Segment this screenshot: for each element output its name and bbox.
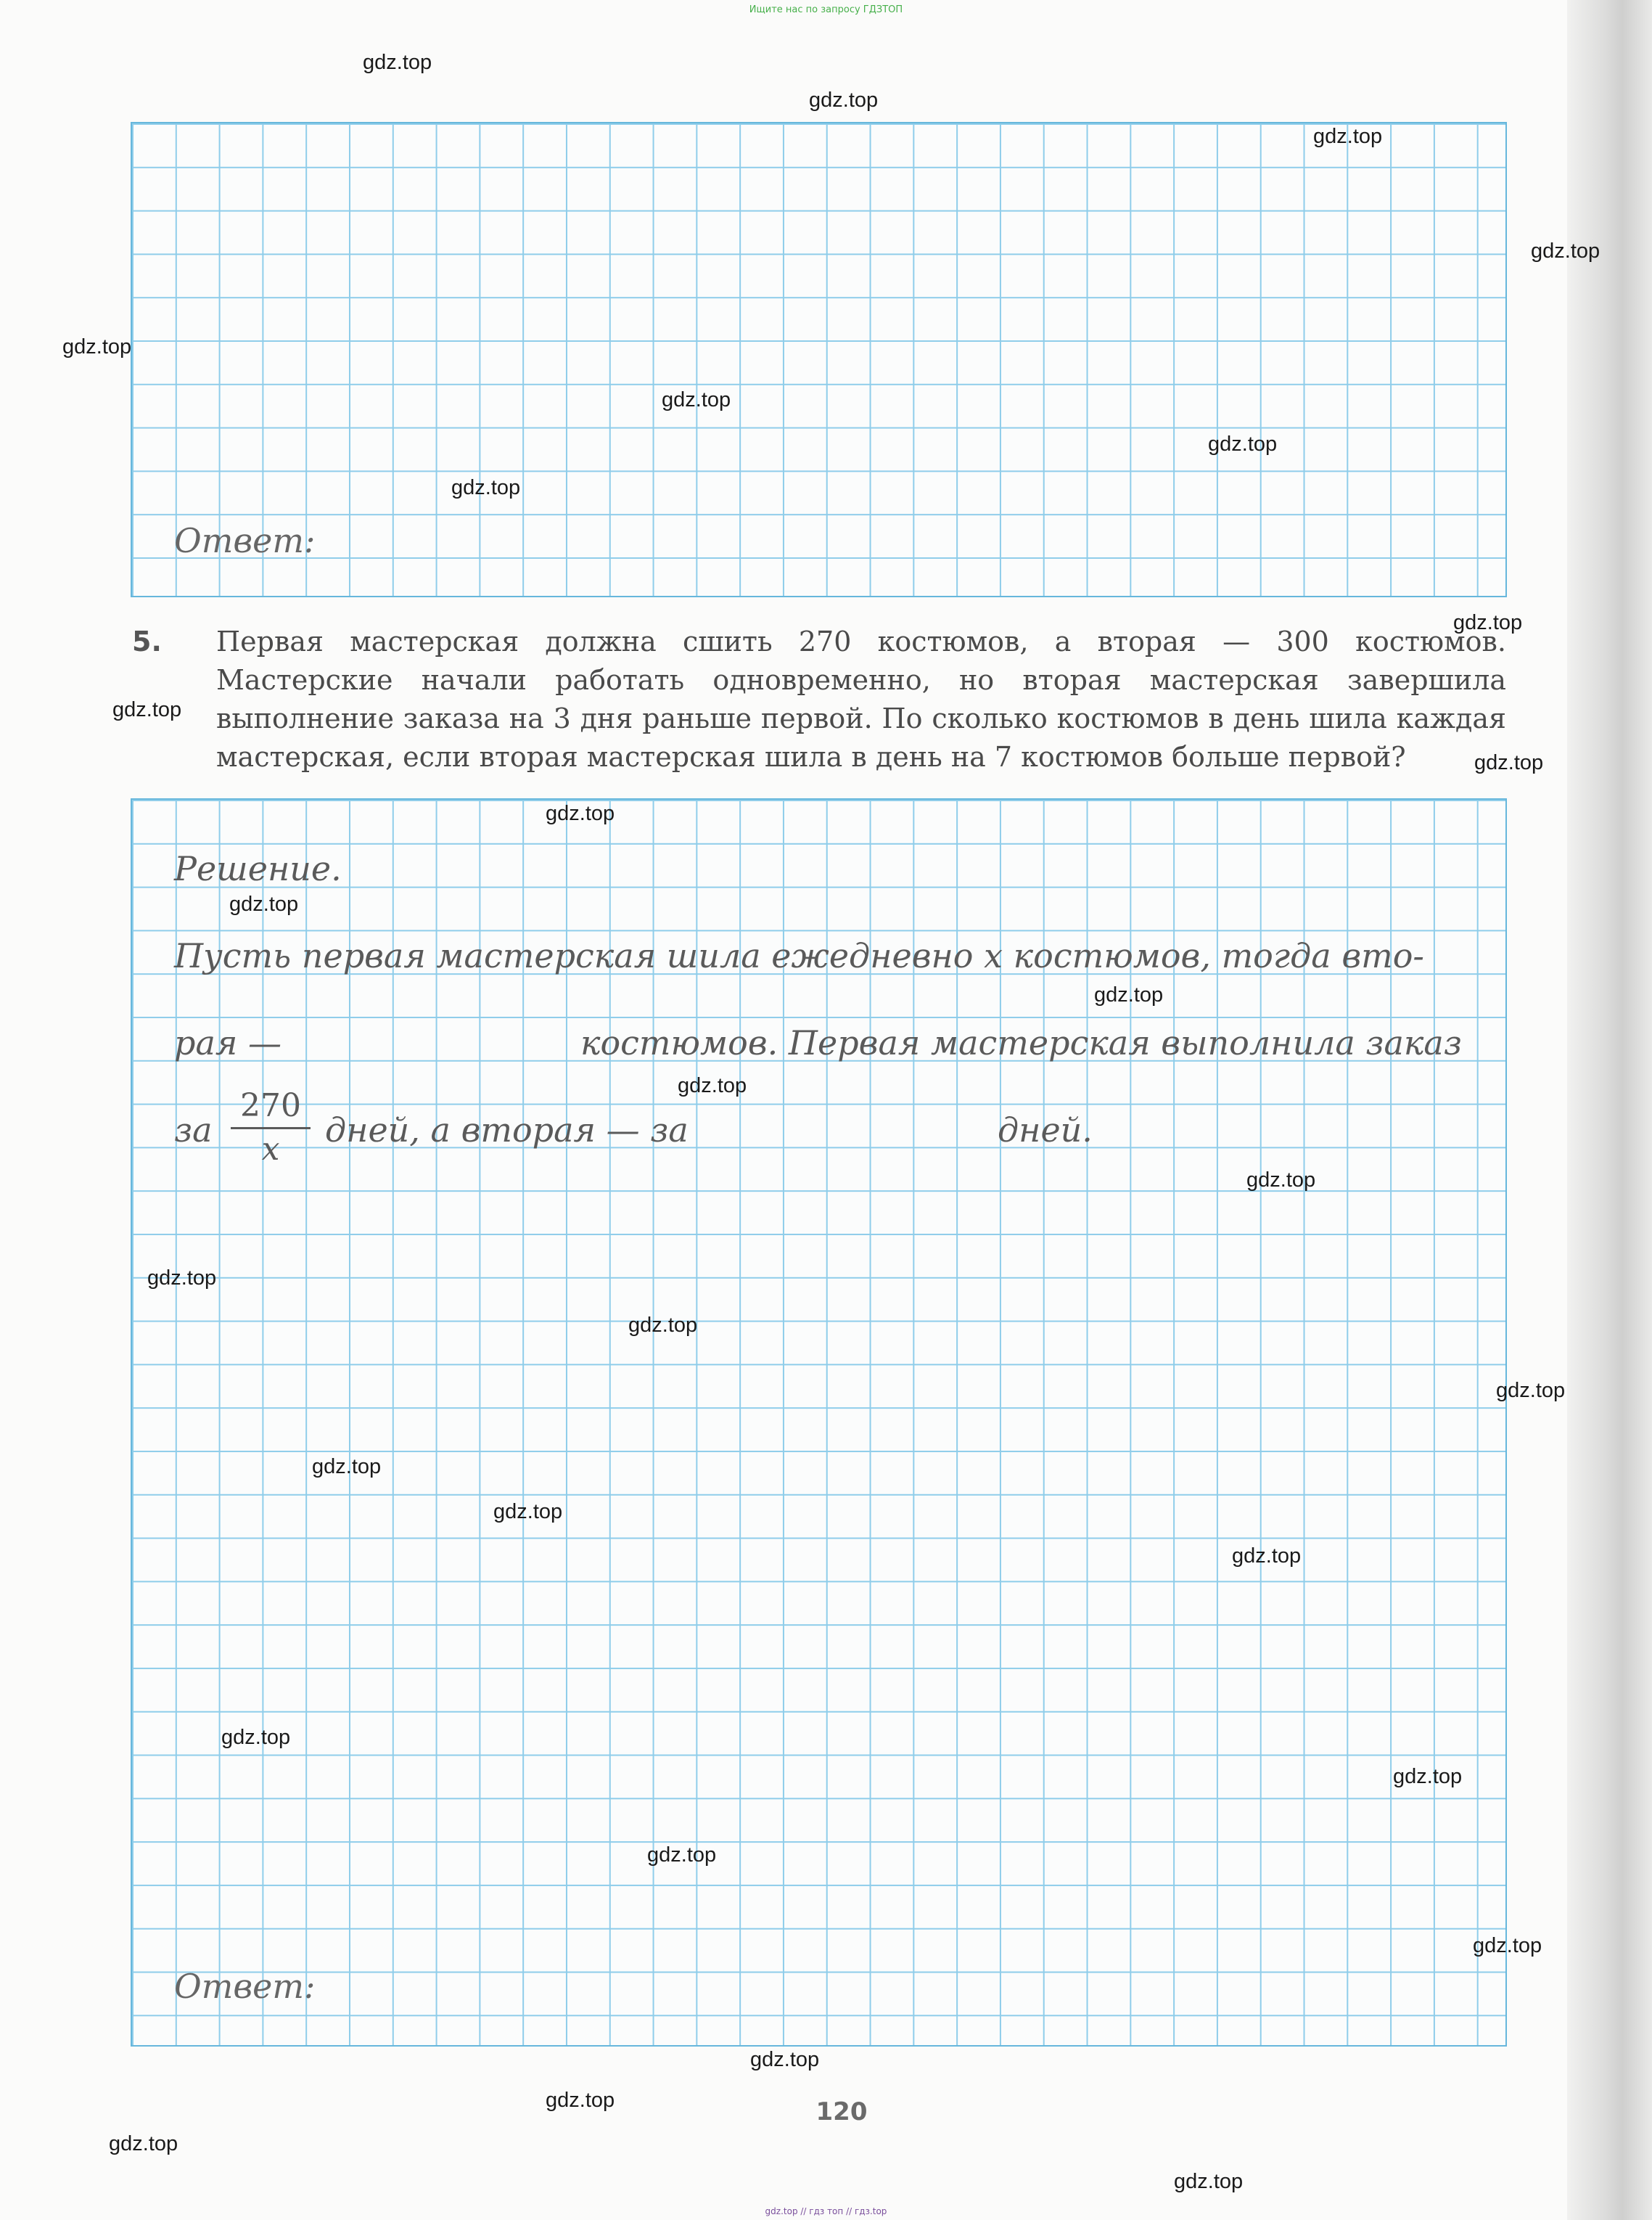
watermark: gdz.top bbox=[809, 89, 879, 112]
answer-label-bottom: Ответ: bbox=[174, 1967, 316, 2006]
watermark: gdz.top bbox=[1496, 1379, 1566, 1402]
watermark: gdz.top bbox=[546, 2089, 615, 2112]
solution-line-2-end: костюмов. Первая мастерская выполнила заказ bbox=[580, 1023, 1462, 1062]
watermark: gdz.top bbox=[109, 2132, 178, 2155]
bottom-banner: gdz.top // гдз топ // гдз.top bbox=[765, 2206, 887, 2216]
watermark: gdz.top bbox=[1473, 1934, 1542, 1957]
watermark: gdz.top bbox=[1474, 751, 1544, 774]
watermark: gdz.top bbox=[493, 1500, 563, 1523]
watermark: gdz.top bbox=[1094, 983, 1164, 1007]
watermark: gdz.top bbox=[647, 1843, 717, 1867]
watermark: gdz.top bbox=[1393, 1765, 1463, 1788]
watermark: gdz.top bbox=[1453, 611, 1523, 634]
problem-text: Первая мастерская должна сшить 270 костюмов, а вторая — 300 костюмов. Мастерские начали работать одновременно, но вторая мастерская завершила выполнение заказа на 3 дня раньше первой. По сколько костюмов в день шила каждая мастерская, если вторая мастерская шила в день на 7 костюмов больше первой? bbox=[216, 626, 1506, 773]
watermark: gdz.top bbox=[662, 388, 731, 411]
watermark: gdz.top bbox=[628, 1314, 698, 1337]
watermark: gdz.top bbox=[750, 2048, 820, 2071]
top-banner: Ищите нас по запросу ГДЗТОП bbox=[749, 4, 903, 15]
watermark: gdz.top bbox=[1174, 2170, 1244, 2193]
solution-line-1: Пусть первая мастерская шила ежедневно x костюмов, тогда вто- bbox=[174, 936, 1424, 975]
answer-label-top: Ответ: bbox=[174, 521, 316, 560]
watermark: gdz.top bbox=[221, 1726, 291, 1749]
problem-number: 5. bbox=[132, 626, 162, 658]
answer-grid-top bbox=[131, 122, 1507, 597]
solution-grid bbox=[131, 798, 1507, 2047]
watermark: gdz.top bbox=[112, 698, 182, 721]
solution-heading: Решение. bbox=[174, 849, 342, 888]
page-binding-edge bbox=[1567, 0, 1652, 2220]
solution-line-3-mid: дней, а вторая — за bbox=[325, 1110, 689, 1150]
watermark: gdz.top bbox=[363, 51, 432, 74]
watermark: gdz.top bbox=[1246, 1168, 1316, 1192]
watermark: gdz.top bbox=[1313, 125, 1383, 148]
fraction-270-over-x bbox=[231, 1087, 311, 1168]
solution-line-3-za: за bbox=[174, 1110, 213, 1150]
watermark: gdz.top bbox=[229, 893, 299, 916]
solution-line-3-end: дней. bbox=[998, 1110, 1093, 1150]
watermark: gdz.top bbox=[1232, 1544, 1302, 1568]
fraction-numerator: 270 bbox=[231, 1087, 311, 1129]
page-number: 120 bbox=[815, 2097, 868, 2126]
watermark: gdz.top bbox=[62, 335, 132, 359]
watermark: gdz.top bbox=[312, 1455, 382, 1478]
solution-line-2-start: рая — bbox=[174, 1023, 282, 1062]
watermark: gdz.top bbox=[451, 476, 521, 499]
watermark: gdz.top bbox=[147, 1266, 217, 1290]
fraction-denominator: x bbox=[261, 1131, 280, 1168]
watermark: gdz.top bbox=[1531, 239, 1600, 263]
watermark: gdz.top bbox=[546, 802, 615, 825]
watermark: gdz.top bbox=[1208, 433, 1278, 456]
watermark: gdz.top bbox=[678, 1074, 747, 1097]
